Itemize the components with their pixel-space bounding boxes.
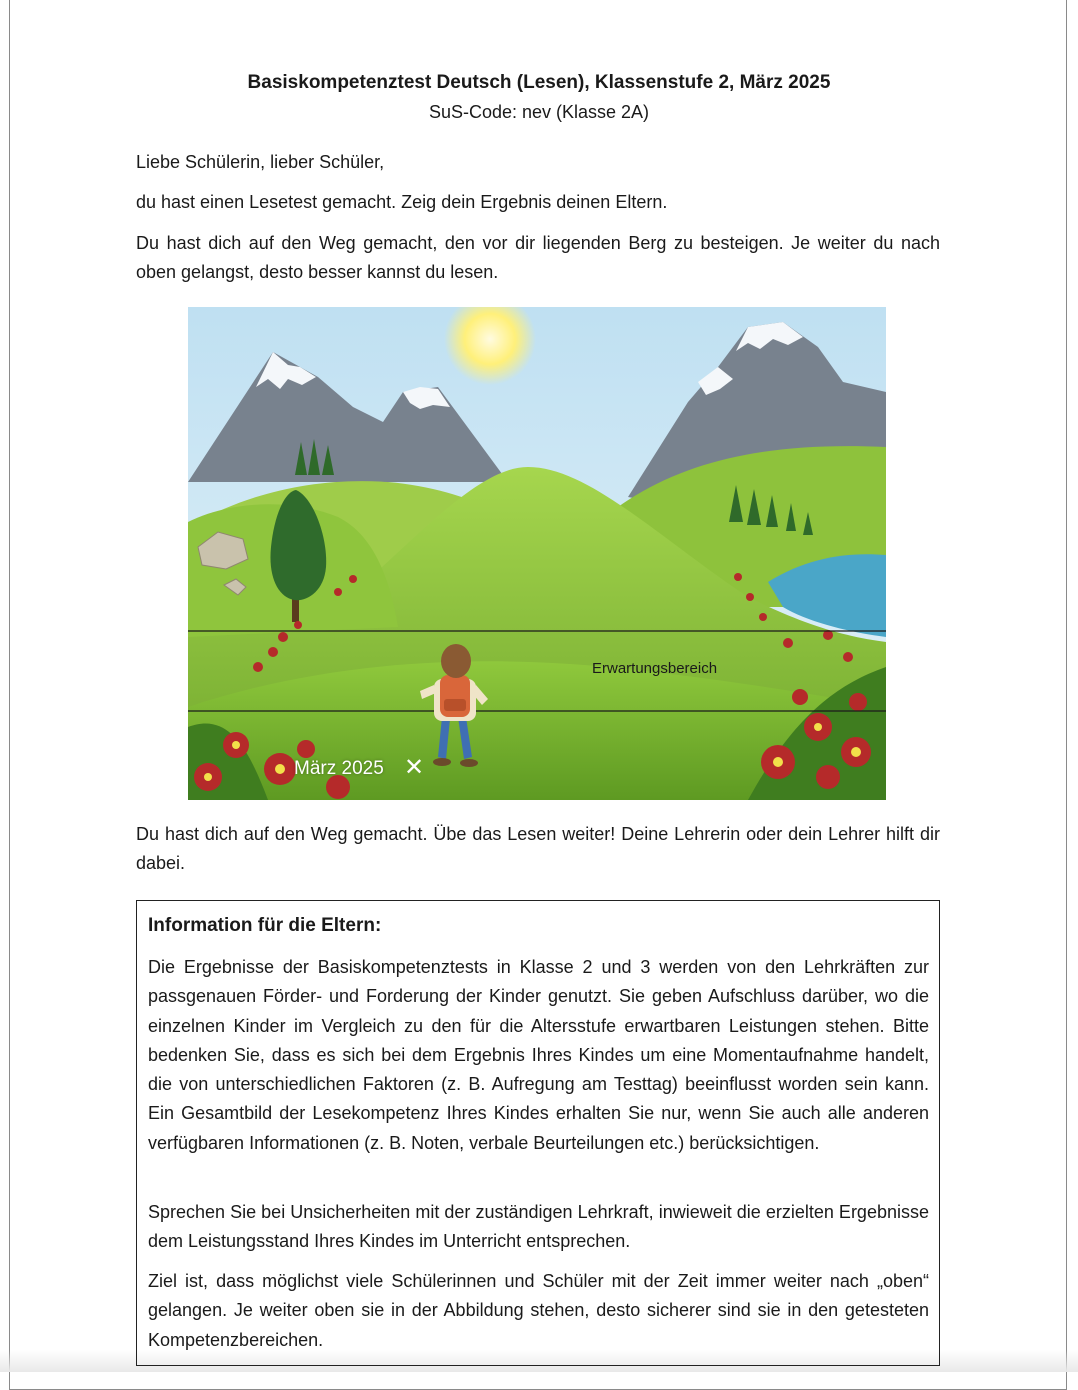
mountain-illustration (188, 307, 886, 800)
position-marker-icon: ✕ (404, 754, 425, 781)
parents-info-paragraph-1: Die Ergebnisse der Basiskompetenztests in Klasse 2 und 3 werden von den Lehrkräften zur passgenauen Förder- und Forderung der Kinder genutzt. Sie geben Aufschluss darüber, wo die einzelnen Kinder im Vergleich zu den für die Altersstufe erwartbaren Leistungen stehen. Bitte bedenken Sie, dass es sich bei dem Ergebnis Ihres Kindes um eine Momentaufnahme handelt, die von unterschiedlichen Faktoren (z. B. Aufregung am Testtag) beeinflusst worden sein kann. Ein Gesamtbild der Lesekompetenz Ihres Kindes erhalten Sie nur, wenn Sie auch alle anderen verfügbaren Informationen (z. B. Noten, verbale Beurteilungen etc.) berücksichtigen. (148, 957, 929, 1153)
intro-text: du hast einen Lesetest gemacht. Zeig dein Ergebnis deinen Eltern. (136, 192, 668, 212)
parents-info-title: Information für die Eltern: (148, 915, 382, 936)
mountain-scene (188, 307, 886, 800)
document-title: Basiskompetenztest Deutsch (Lesen), Klassenstufe 2, März 2025 (247, 72, 831, 93)
greeting: Liebe Schülerin, lieber Schüler, (136, 152, 385, 172)
test-date-label: März 2025 (294, 758, 384, 779)
student-code: SuS-Code: nev (Klasse 2A) (428, 102, 650, 122)
result-text: Du hast dich auf den Weg gemacht. Übe das Lesen weiter! Deine Lehrerin oder dein Lehrer hilft dir dabei. (136, 824, 940, 873)
explanation-text: Du hast dich auf den Weg gemacht, den vor dir liegenden Berg zu besteigen. Je weiter du nach oben gelangst, desto besser kannst du lesen. (136, 233, 940, 282)
expectation-range-label: Erwartungsbereich (592, 660, 718, 677)
parents-info-box (136, 900, 940, 1366)
parents-info-paragraph-2: Sprechen Sie bei Unsicherheiten mit der zuständigen Lehrkraft, inwieweit die erzielten Ergebnisse dem Leistungsstand Ihres Kindes im Unterricht entsprechen. (148, 1202, 929, 1252)
parents-info-paragraph-3: Ziel ist, dass möglichst viele Schülerinnen und Schüler mit der Zeit immer weiter nach „oben“ gelangen. Je weiter oben sie in der Abbildung stehen, desto sicherer sind sie in den getesteten Kompetenzbereichen. (148, 1271, 929, 1350)
